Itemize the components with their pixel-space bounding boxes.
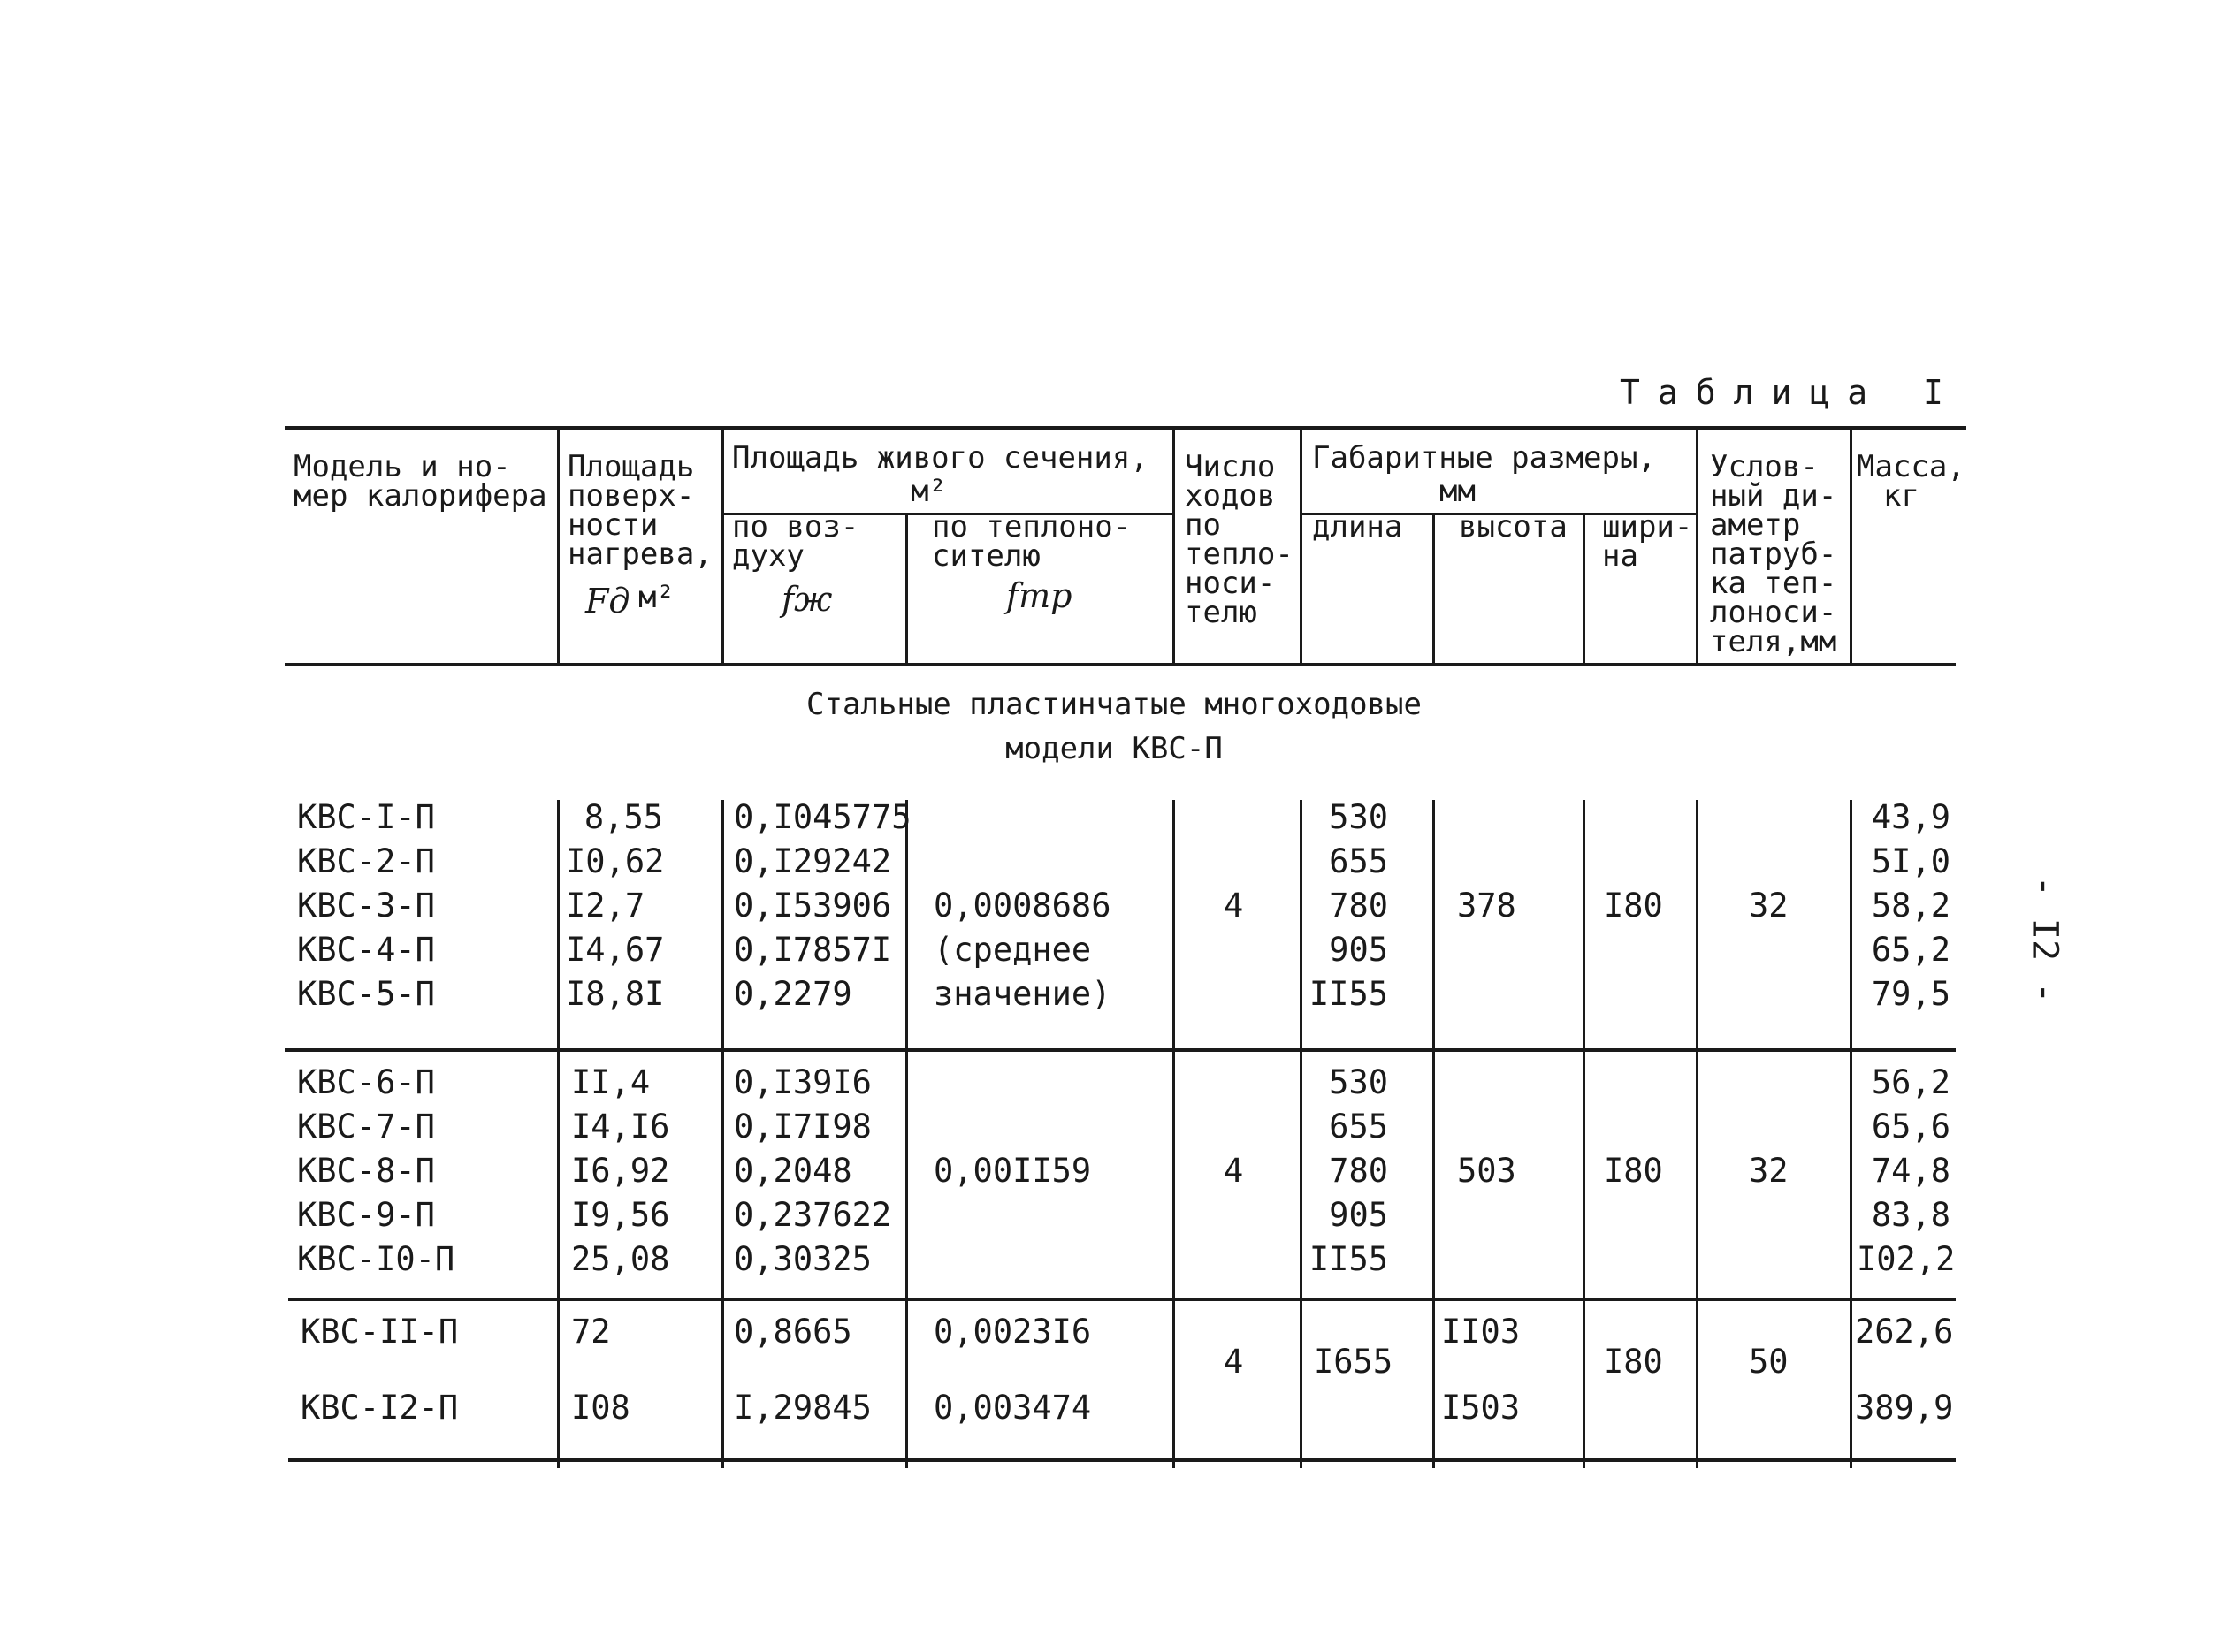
table-cell: 0,I39I6 [734, 1063, 872, 1101]
table-cell: КВС-9-П [297, 1196, 435, 1234]
page-number: - I2 - [2024, 875, 2065, 1004]
table-caption: Таблица I [1620, 373, 1961, 412]
header-divider [1583, 514, 1585, 665]
table-cell: 5I,0 [1871, 842, 1950, 880]
body-divider [1696, 800, 1698, 1468]
group3-surface-2: I08 [571, 1389, 630, 1427]
header-divider [1300, 428, 1302, 665]
table-cell: I2,7 [566, 887, 645, 925]
table-cell: КВС-3-П [297, 887, 435, 925]
table-cell: 0,I7857I [734, 931, 892, 969]
header-diameter: Услов- ный ди- аметр патруб- ка теп- лоноси- теля,мм [1710, 449, 1837, 659]
body-divider [1300, 800, 1302, 1468]
table-cell: 79,5 [1871, 975, 1950, 1013]
header-divider [905, 514, 908, 665]
table-cell: значение) [934, 975, 1111, 1013]
group2-diameter: 32 [1749, 1152, 1789, 1190]
group1-air [734, 796, 911, 1016]
body-divider [1850, 800, 1852, 1468]
table-cell: I0,62 [566, 842, 665, 880]
group3-model-2: КВС-I2-П [301, 1389, 459, 1427]
header-flow-area-unit: м² [911, 474, 947, 509]
table-cell: 905 [1329, 931, 1388, 969]
body-divider [721, 800, 724, 1468]
table-cell: 65,2 [1871, 931, 1950, 969]
table-cell: I8,8I [566, 975, 665, 1013]
table-cell: 0,I7I98 [734, 1108, 872, 1146]
table-cell: 530 [1329, 1063, 1388, 1101]
surface-symbol: Fд [585, 582, 630, 620]
header-divider [1850, 428, 1852, 665]
table-cell: 0,30325 [734, 1240, 872, 1278]
header-divider [1432, 514, 1435, 665]
header-dims-unit: мм [1439, 474, 1476, 509]
group3-height-1: II03 [1441, 1313, 1521, 1351]
table-top-rule [285, 426, 1966, 430]
surface-unit: м² [638, 580, 675, 615]
group-rule-1 [285, 1048, 1956, 1052]
table-cell: 74,8 [1871, 1152, 1950, 1190]
header-divider [557, 428, 560, 665]
group1-coolant [934, 884, 1110, 1016]
group1-passes: 4 [1224, 887, 1244, 925]
table-cell: II55 [1309, 975, 1388, 1013]
table-cell: 655 [1329, 842, 1388, 880]
group1-mass [1857, 796, 1950, 1016]
table-cell: КВС-4-П [297, 931, 435, 969]
group2-width: I80 [1604, 1152, 1663, 1190]
table-cell: II55 [1309, 1240, 1388, 1278]
table-cell: I6,92 [571, 1152, 670, 1190]
table-cell: КВС-I0-П [297, 1240, 455, 1278]
group1-models [297, 796, 435, 1016]
table-cell: КВС-8-П [297, 1152, 435, 1190]
group3-air-1: 0,8665 [734, 1313, 852, 1351]
group3-width: I80 [1604, 1343, 1663, 1381]
group2-height: 503 [1457, 1152, 1516, 1190]
table-cell: I02,2 [1857, 1240, 1956, 1278]
table-cell: 530 [1329, 798, 1388, 836]
table-cell: 655 [1329, 1108, 1388, 1146]
header-divider [721, 428, 724, 665]
section-title: Стальные пластинчатые многоходовые модели КВС-П [806, 687, 1422, 766]
header-divider [1696, 428, 1698, 665]
coolant-symbol: fтр [1006, 576, 1072, 615]
header-flow-area: Площадь живого сечения, [732, 440, 1148, 476]
table-cell: 780 [1329, 1152, 1388, 1190]
table-cell: КВС-I-П [297, 798, 435, 836]
table-cell: 905 [1329, 1196, 1388, 1234]
group1-surface [566, 796, 663, 1016]
body-divider [1432, 800, 1435, 1468]
group3-height-2: I503 [1441, 1389, 1521, 1427]
header-length: длина [1312, 509, 1403, 544]
table-cell: КВС-6-П [297, 1063, 435, 1101]
table-cell: 0,I29242 [734, 842, 892, 880]
table-cell: 58,2 [1871, 887, 1950, 925]
group1-width: I80 [1604, 887, 1663, 925]
table-bottom-rule [288, 1458, 1956, 1462]
table-cell: КВС-2-П [297, 842, 435, 880]
header-divider [1172, 428, 1175, 665]
table-cell: I9,56 [571, 1196, 670, 1234]
header-bottom-rule [285, 663, 1956, 666]
group2-surface [571, 1061, 669, 1282]
table-cell: I4,67 [566, 931, 665, 969]
group3-coolant-2: 0,003474 [934, 1389, 1092, 1427]
group3-surface-1: 72 [571, 1313, 611, 1351]
group3-air-2: I,29845 [734, 1389, 872, 1427]
header-passes: Число ходов по тепло- носи- телю [1185, 449, 1293, 630]
group2-length [1309, 1061, 1388, 1282]
header-dims: Габаритные размеры, [1312, 440, 1656, 476]
header-height: высота [1459, 509, 1568, 544]
group3-length: I655 [1314, 1343, 1393, 1381]
table-cell: 8,55 [584, 798, 663, 836]
table-cell: КВС-5-П [297, 975, 435, 1013]
air-symbol: fж [782, 580, 833, 619]
group3-diameter: 50 [1749, 1343, 1789, 1381]
table-cell: 83,8 [1871, 1196, 1950, 1234]
group3-passes: 4 [1224, 1343, 1244, 1381]
header-air: по воз- духу [732, 509, 859, 574]
table-cell: I4,I6 [571, 1108, 670, 1146]
table-cell: 65,6 [1871, 1108, 1950, 1146]
header-coolant: по теплоно- сителю [932, 509, 1132, 574]
group1-diameter: 32 [1749, 887, 1789, 925]
table-cell: 0,237622 [734, 1196, 892, 1234]
table-cell: 0,0008686 [934, 887, 1111, 925]
group3-mass-1: 262,6 [1855, 1313, 1954, 1351]
group2-models [297, 1061, 454, 1282]
header-surface: Площадь поверх- ности нагрева, [568, 449, 713, 572]
group3-mass-2: 389,9 [1855, 1389, 1954, 1427]
header-mass: Масса, кг [1857, 449, 1965, 514]
group-rule-2 [288, 1298, 1956, 1301]
table-cell: II,4 [571, 1063, 651, 1101]
table-cell: КВС-7-П [297, 1108, 435, 1146]
table-cell: 0,2048 [734, 1152, 852, 1190]
header-width: шири- на [1602, 509, 1693, 574]
body-divider [1172, 800, 1175, 1468]
body-divider [1583, 800, 1585, 1468]
group3-model-1: КВС-II-П [301, 1313, 459, 1351]
group3-coolant-1: 0,0023I6 [934, 1313, 1092, 1351]
group2-air [734, 1061, 891, 1282]
group2-coolant: 0,00II59 [934, 1152, 1092, 1190]
table-cell: 0,2279 [734, 975, 852, 1013]
table-cell: 43,9 [1871, 798, 1950, 836]
group1-length [1309, 796, 1388, 1016]
group1-height: 378 [1457, 887, 1516, 925]
table-cell: 780 [1329, 887, 1388, 925]
table-cell: 0,I045775 [734, 798, 912, 836]
body-divider [557, 800, 560, 1468]
table-cell: 56,2 [1871, 1063, 1950, 1101]
group2-mass [1857, 1061, 1956, 1282]
table-cell: 0,I53906 [734, 887, 892, 925]
group2-passes: 4 [1224, 1152, 1244, 1190]
header-model: Модель и но- мер калорифера [294, 449, 547, 514]
table-cell: 25,08 [571, 1240, 670, 1278]
table-cell: (среднее [934, 931, 1092, 969]
